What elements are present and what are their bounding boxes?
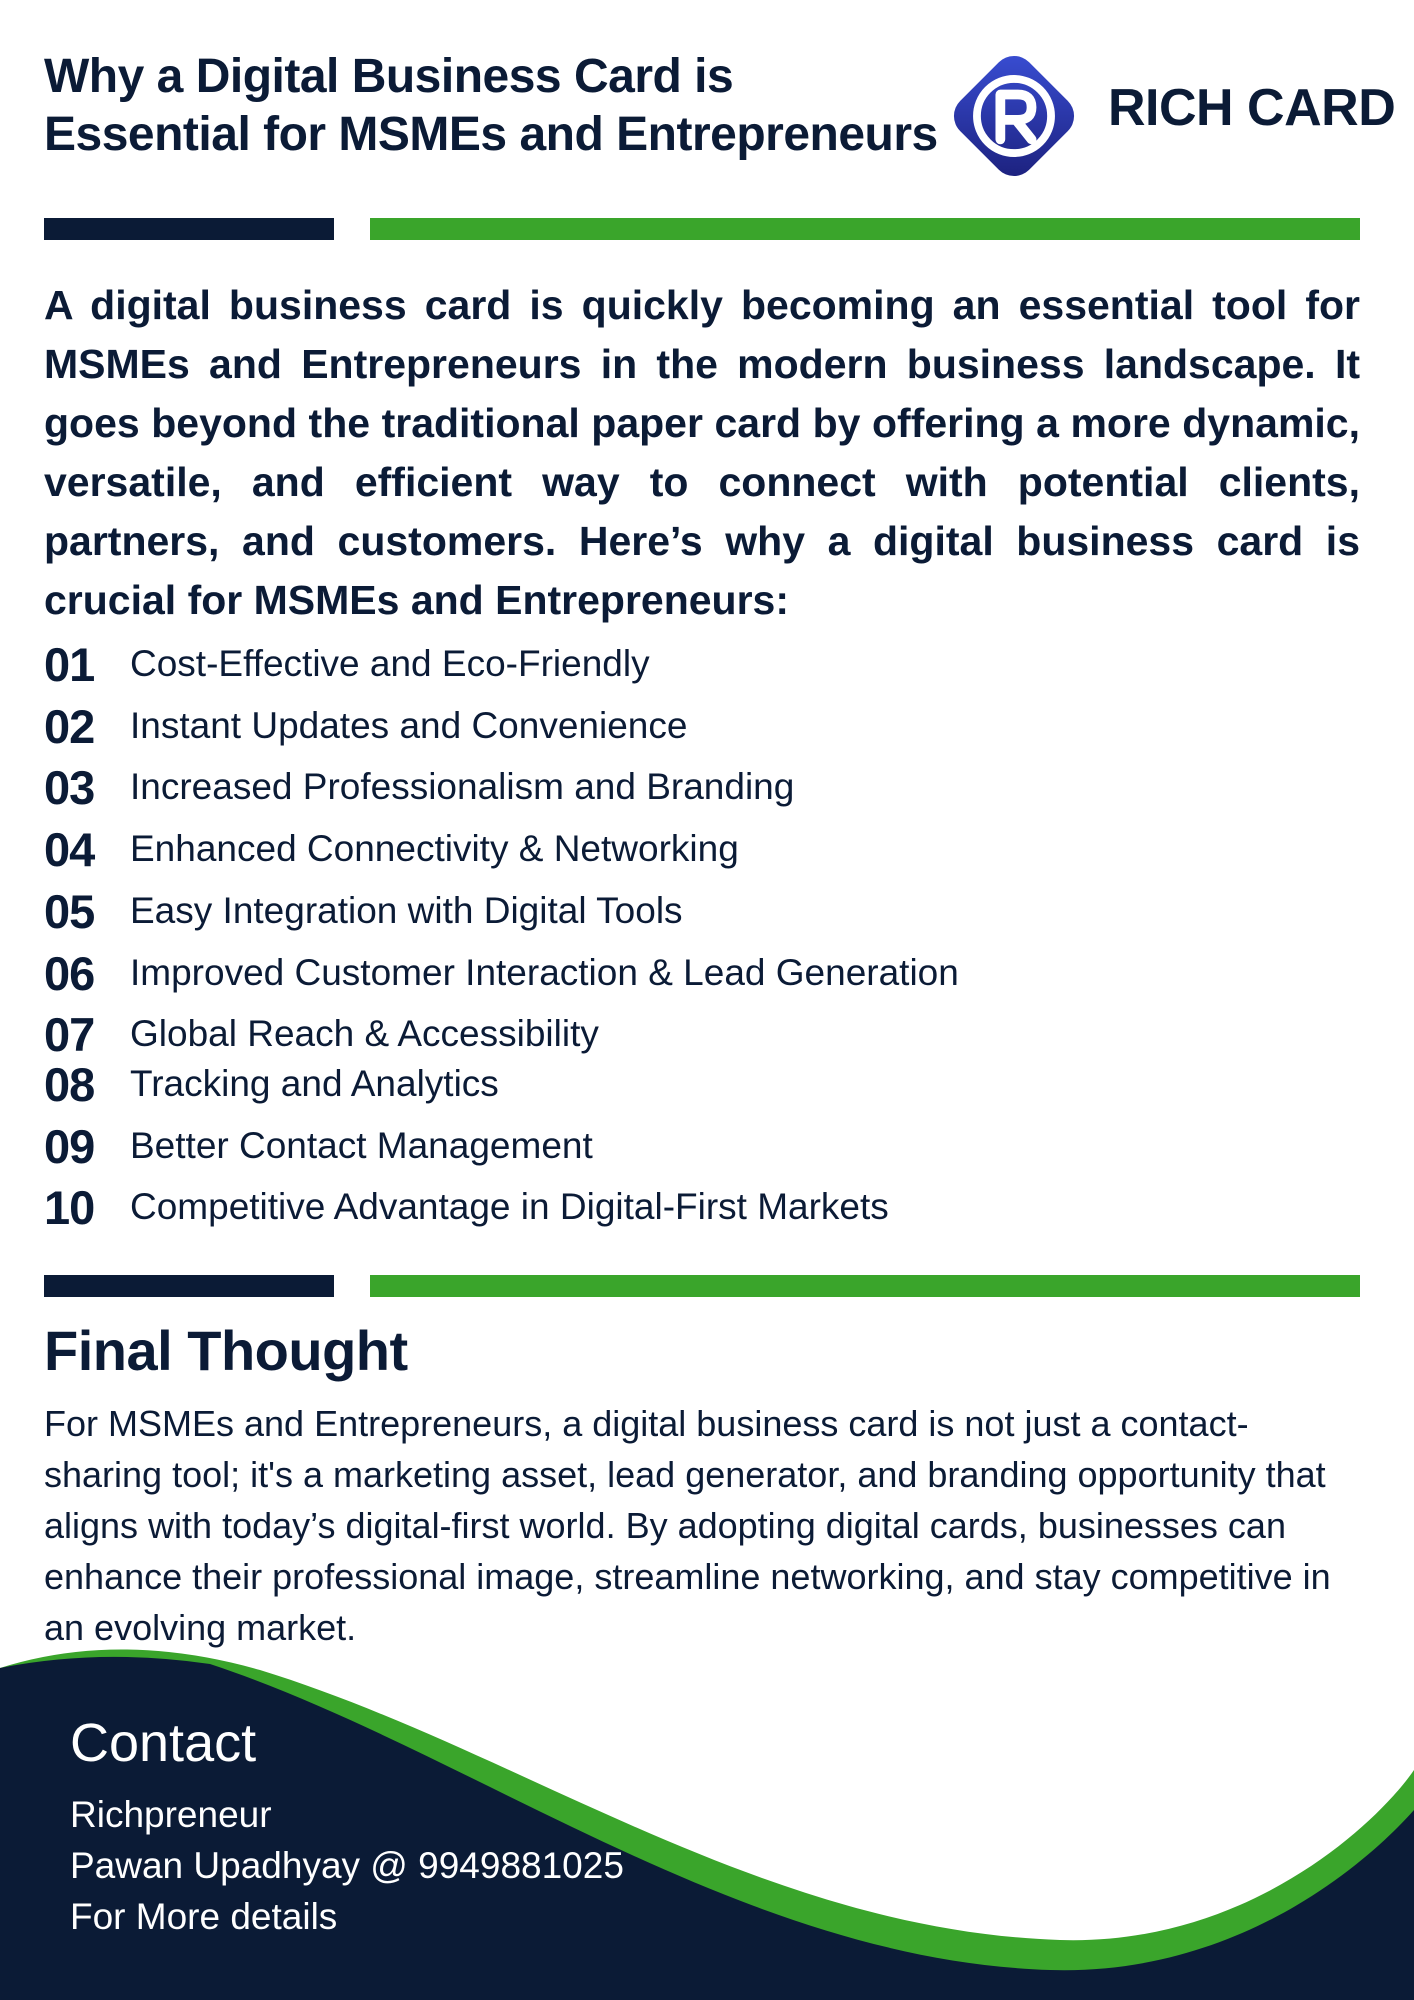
point-number: 06	[44, 946, 95, 1000]
divider-navy-top	[44, 218, 334, 240]
list-item	[44, 1179, 889, 1235]
brand-name: RICH CARD	[1108, 79, 1396, 137]
list-item	[44, 821, 739, 877]
point-number: 03	[44, 760, 95, 814]
final-thought-text: For MSMEs and Entrepreneurs, a digital business card is not just a contact-sharing tool; it's a marketing asset, lead generator, and branding opportunity that aligns with today’s digital-first world. By adopting digital cards, businesses can enhance their professional image, streamline networking, and stay competitive in an evolving market.	[44, 1403, 1331, 1648]
list-item	[44, 636, 650, 692]
point-text: Enhanced Connectivity & Networking	[130, 828, 739, 869]
intro-paragraph: A digital business card is quickly becoming an essential tool for MSMEs and Entrepreneurs in the modern business landscape. It goes beyond the traditional paper card by offering a more dynamic, versatile, and efficient way to connect with potential clients, partners, and customers. Here’s why a digital business card is crucial for MSMEs and Entrepreneurs:	[44, 282, 1360, 623]
contact-heading: Contact	[70, 1713, 257, 1773]
point-text: Competitive Advantage in Digital-First Markets	[130, 1186, 889, 1227]
point-number: 10	[44, 1180, 95, 1234]
list-item	[44, 1006, 599, 1062]
divider-green-top	[370, 218, 1360, 240]
list-item	[44, 883, 683, 939]
point-number: 05	[44, 884, 95, 938]
list-item	[44, 1056, 499, 1112]
point-text: Instant Updates and Convenience	[130, 705, 688, 746]
point-number: 08	[44, 1057, 95, 1111]
final-thought-heading: Final Thought	[44, 1319, 408, 1382]
list-item	[44, 698, 687, 754]
page-title	[44, 48, 944, 164]
title-line-2: Essential for MSMEs and Entrepreneurs	[44, 108, 938, 161]
point-number: 02	[44, 699, 95, 753]
contact-person-phone[interactable]: Pawan Upadhyay @ 9949881025	[70, 1845, 624, 1886]
point-number: 01	[44, 637, 95, 691]
contact-company: Richpreneur	[70, 1794, 272, 1835]
title-line-1: Why a Digital Business Card is	[44, 50, 734, 103]
point-text: Tracking and Analytics	[130, 1063, 499, 1104]
point-text: Global Reach & Accessibility	[130, 1013, 599, 1054]
point-text: Increased Professionalism and Branding	[130, 766, 795, 807]
rich-card-logo-icon	[936, 38, 1092, 194]
divider-green-bottom	[370, 1275, 1360, 1297]
list-item	[44, 759, 794, 815]
point-text: Better Contact Management	[130, 1125, 593, 1166]
point-text: Cost-Effective and Eco-Friendly	[130, 643, 650, 684]
point-text: Easy Integration with Digital Tools	[130, 890, 683, 931]
contact-more-details[interactable]: For More details	[70, 1896, 338, 1937]
list-item	[44, 1118, 593, 1174]
point-text: Improved Customer Interaction & Lead Generation	[130, 952, 959, 993]
divider-navy-bottom	[44, 1275, 334, 1297]
point-number: 09	[44, 1119, 95, 1173]
list-item	[44, 945, 959, 1001]
point-number: 07	[44, 1007, 95, 1061]
point-number: 04	[44, 822, 95, 876]
